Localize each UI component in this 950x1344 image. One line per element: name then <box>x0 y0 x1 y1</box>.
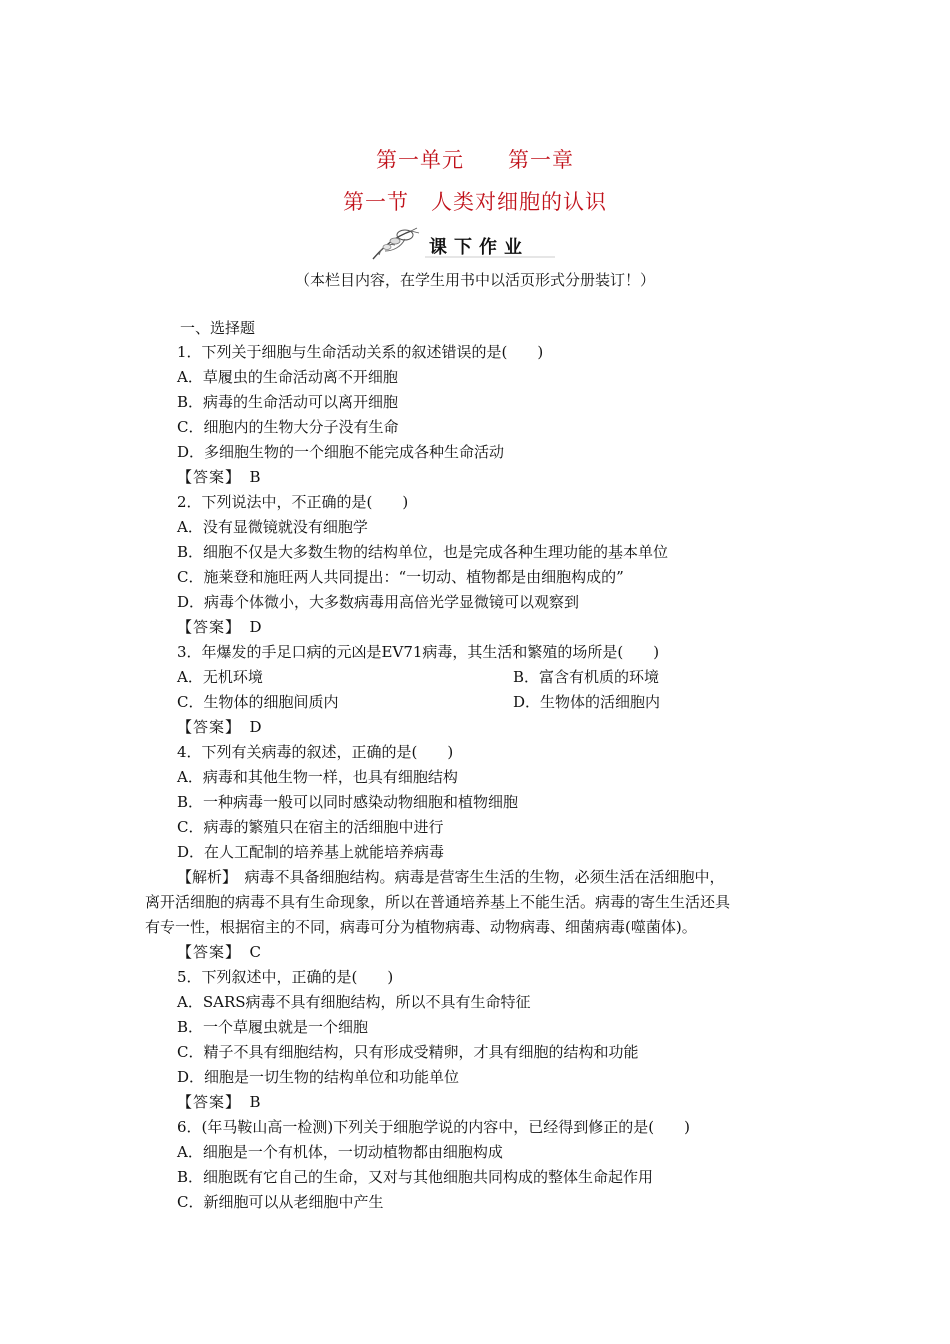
question-3-option-b: B．富含有机质的环境 <box>513 668 660 686</box>
question-5-option-b: B．一个草履虫就是一个细胞 <box>177 1018 369 1036</box>
question-4-explanation-line-3: 有专一性，根据宿主的不同，病毒可分为植物病毒、动物病毒、细菌病毒(噬菌体)。 <box>145 918 697 936</box>
question-3-option-c: C．生物体的细胞间质内 <box>177 693 339 711</box>
question-1: 1．下列关于细胞与生命活动关系的叙述错误的是( ) <box>177 343 544 361</box>
question-4: 4．下列有关病毒的叙述，正确的是( ) <box>177 743 454 761</box>
question-2-option-d: D．病毒个体微小，大多数病毒用高倍光学显微镜可以观察到 <box>177 593 580 611</box>
question-2-option-a: A．没有显微镜就没有细胞学 <box>177 518 368 536</box>
question-3-option-d: D．生物体的活细胞内 <box>513 693 661 711</box>
question-6-option-c: C．新细胞可以从老细胞中产生 <box>177 1193 384 1211</box>
question-4-option-b: B．一种病毒一般可以同时感染动物细胞和植物细胞 <box>177 793 519 811</box>
question-5-option-c: C．精子不具有细胞结构，只有形成受精卵，才具有细胞的结构和功能 <box>177 1043 639 1061</box>
question-4-option-a: A．病毒和其他生物一样，也具有细胞结构 <box>177 768 458 786</box>
question-1-answer: 【答案】 B <box>177 468 262 486</box>
binding-note: （本栏目内容，在学生用书中以活页形式分册装订！） <box>294 271 655 289</box>
section-title: 第一节 人类对细胞的认识 <box>343 190 607 214</box>
question-4-answer: 【答案】 C <box>177 943 262 961</box>
question-2-option-b: B．细胞不仅是大多数生物的结构单位，也是完成各种生理功能的基本单位 <box>177 543 669 561</box>
question-1-option-d: D．多细胞生物的一个细胞不能完成各种生命活动 <box>177 443 505 461</box>
section-heading: 一、选择题 <box>180 319 256 337</box>
question-5-option-a: A．SARS病毒不具有细胞结构，所以不具有生命特征 <box>177 993 531 1011</box>
question-6-option-b: B．细胞既有它自己的生命，又对与其他细胞共同构成的整体生命起作用 <box>177 1168 654 1186</box>
question-6-option-a: A．细胞是一个有机体，一切动植物都由细胞构成 <box>177 1143 503 1161</box>
question-2-option-c: C．施莱登和施旺两人共同提出：“一切动、植物都是由细胞构成的” <box>177 568 624 586</box>
question-5-answer: 【答案】 B <box>177 1093 262 1111</box>
question-4-option-c: C．病毒的繁殖只在宿主的活细胞中进行 <box>177 818 444 836</box>
question-4-option-d: D．在人工配制的培养基上就能培养病毒 <box>177 843 445 861</box>
unit-title: 第一单元 第一章 <box>376 148 574 172</box>
question-6: 6．(年马鞍山高一检测)下列关于细胞学说的内容中，已经得到修正的是( ) <box>177 1118 690 1136</box>
question-3-answer: 【答案】 D <box>177 718 263 736</box>
question-5: 5．下列叙述中，正确的是( ) <box>177 968 394 986</box>
question-4-explanation-line-1: 【解析】 病毒不具备细胞结构。病毒是营寄生生活的生物，必须生活在活细胞中， <box>177 868 725 886</box>
question-1-option-a: A．草履虫的生命活动离不开细胞 <box>177 368 398 386</box>
question-3-option-a: A．无机环境 <box>177 668 263 686</box>
homework-badge <box>365 225 585 263</box>
question-5-option-d: D．细胞是一切生物的结构单位和功能单位 <box>177 1068 460 1086</box>
question-2: 2．下列说法中，不正确的是( ) <box>177 493 409 511</box>
question-2-answer: 【答案】 D <box>177 618 263 636</box>
question-3: 3．年爆发的手足口病的元凶是EV71病毒，其生活和繁殖的场所是( ) <box>177 643 660 661</box>
badge-label: 课下作业 <box>429 237 529 258</box>
question-4-explanation-line-2: 离开活细胞的病毒不具有生命现象，所以在普通培养基上不能生活。病毒的寄生生活还具 <box>145 893 731 911</box>
question-1-option-c: C．细胞内的生物大分子没有生命 <box>177 418 399 436</box>
question-1-option-b: B．病毒的生命活动可以离开细胞 <box>177 393 399 411</box>
